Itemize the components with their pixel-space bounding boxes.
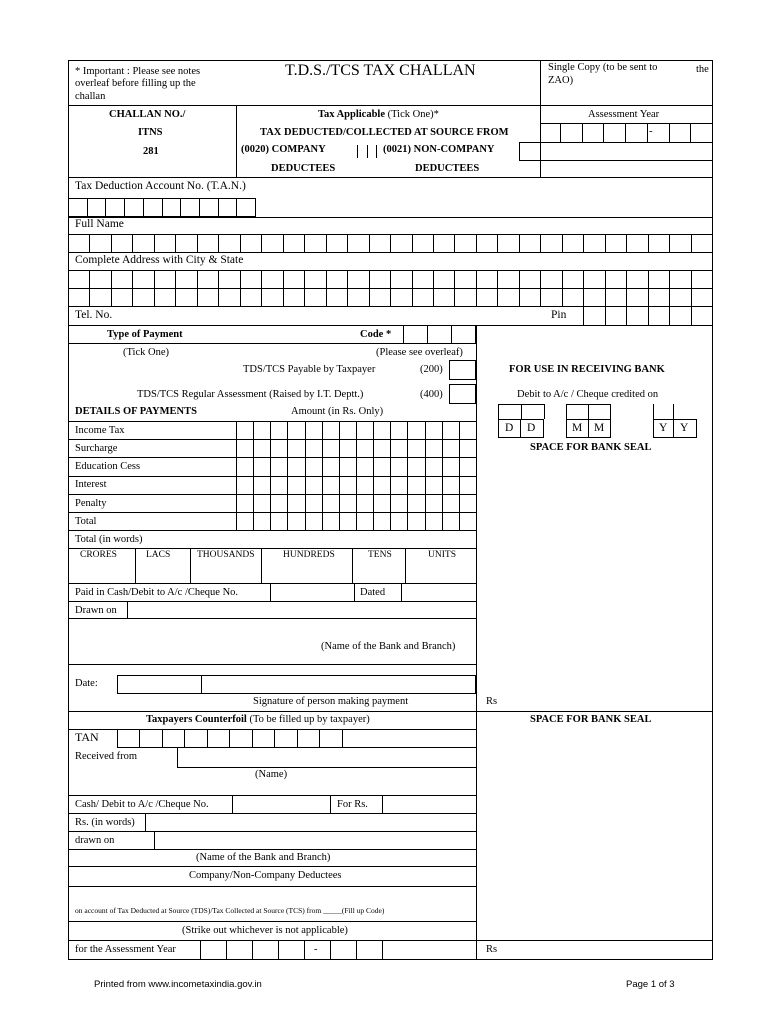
divider — [498, 404, 499, 419]
divider — [566, 404, 610, 405]
amount-digit-grid[interactable] — [236, 421, 476, 531]
counterfoil-tan-label: TAN — [75, 730, 99, 744]
divider — [610, 404, 611, 419]
unit-crores: CRORES — [80, 550, 117, 560]
signature-label: Signature of person making payment — [253, 696, 409, 707]
divider — [68, 711, 713, 712]
divider — [401, 583, 402, 601]
paid-in-label: Paid in Cash/Debit to A/c /Cheque No. — [75, 587, 239, 598]
divider — [352, 549, 353, 583]
divider — [68, 325, 713, 326]
divider — [261, 549, 262, 583]
divider — [498, 404, 544, 405]
total-in-words-label: Total (in words) — [75, 534, 143, 545]
challan-itns: ITNS — [138, 127, 163, 138]
counterfoil-tan-boxes[interactable] — [117, 729, 476, 748]
challan-no-label: CHALLAN NO./ — [109, 109, 186, 120]
divider — [190, 549, 191, 583]
printed-from: Printed from www.incometaxindia.gov.in — [94, 979, 262, 990]
assessment-year-dash: - — [649, 126, 653, 137]
divider — [653, 404, 654, 419]
counterfoil-bank-branch: (Name of the Bank and Branch) — [196, 852, 331, 863]
tax-applicable-tick: (Tick One)* — [387, 109, 439, 120]
divider — [566, 404, 567, 419]
debit-credit-label: Debit to A/c / Cheque credited on — [517, 389, 659, 400]
divider — [68, 217, 713, 218]
bank-rs-label: Rs — [486, 696, 498, 707]
divider — [405, 549, 406, 583]
pin-boxes[interactable] — [583, 306, 713, 326]
see-overleaf: (Please see overleaf) — [376, 347, 463, 358]
tan-boxes[interactable] — [68, 198, 256, 217]
divider — [68, 831, 476, 832]
education-cess-label: Education Cess — [75, 461, 141, 472]
date-letter-y2: Y — [680, 422, 689, 434]
date-letter-m1: M — [572, 422, 583, 434]
received-from-label: Received from — [75, 751, 138, 762]
address-boxes-row-1[interactable] — [68, 270, 713, 289]
counterfoil-ay-boxes[interactable] — [200, 940, 383, 960]
counterfoil-drawn-on: drawn on — [75, 835, 115, 846]
company-deductees-label: Company/Non-Company Deductees — [189, 870, 342, 881]
unit-hundreds: HUNDREDS — [283, 550, 335, 560]
strike-out-label: (Strike out whichever is not applicable) — [182, 925, 348, 936]
tax-applicable-heading — [318, 108, 439, 121]
tds-regular-code: (400) — [420, 389, 443, 400]
unit-thousands: THOUSANDS — [197, 550, 255, 560]
details-of-payments: DETAILS OF PAYMENTS — [75, 406, 197, 417]
counterfoil-ay-dash: - — [314, 944, 318, 955]
bank-branch-label: (Name of the Bank and Branch) — [321, 641, 456, 652]
company-code: (0020) COMPANY — [241, 144, 326, 155]
full-name-boxes[interactable] — [68, 234, 713, 253]
surcharge-label: Surcharge — [75, 443, 118, 454]
divider — [544, 404, 545, 419]
divider — [519, 142, 520, 160]
divider — [270, 583, 271, 601]
rs-in-words-label: Rs. (in words) — [75, 817, 135, 828]
divider — [330, 795, 331, 813]
dated-label: Dated — [360, 587, 386, 598]
divider — [68, 105, 713, 106]
divider — [68, 177, 713, 178]
interest-label: Interest — [75, 479, 107, 490]
form-title: T.D.S./TCS TAX CHALLAN — [285, 62, 476, 79]
received-from-box[interactable] — [177, 747, 476, 768]
divider — [145, 813, 146, 831]
address-label: Complete Address with City & State — [75, 254, 244, 266]
date-letter-m2: M — [594, 422, 605, 434]
date-letter-d1: D — [505, 422, 514, 434]
divider — [354, 583, 355, 601]
type-of-payment-label: Type of Payment — [107, 329, 183, 340]
divider — [236, 105, 237, 177]
amount-label: Amount (in Rs. Only) — [291, 406, 384, 417]
counterfoil-title-rest: (To be filled up by taxpayer) — [249, 714, 370, 725]
tds-payable-code: (200) — [420, 364, 443, 375]
divider — [540, 60, 541, 106]
tan-label: Tax Deduction Account No. (T.A.N.) — [75, 180, 246, 192]
tds-regular-label: TDS/TCS Regular Assessment (Raised by I.T. Deptt.) — [137, 389, 364, 400]
divider — [68, 618, 476, 619]
tax-deducted-heading: TAX DEDUCTED/COLLECTED AT SOURCE FROM — [260, 127, 509, 138]
divider — [68, 548, 476, 549]
divider — [127, 601, 128, 618]
for-rs-label: For Rs. — [337, 799, 368, 810]
important-note-line-2: overleaf before filling up the — [75, 78, 196, 89]
unit-units: UNITS — [428, 550, 456, 560]
company-deductees: DEDUCTEES — [271, 163, 336, 174]
pin-label: Pin — [551, 309, 567, 321]
important-note-line-1: * Important : Please see notes — [75, 66, 201, 77]
total-label: Total — [75, 516, 97, 527]
divider — [68, 601, 476, 602]
divider — [519, 142, 713, 143]
drawn-on-label: Drawn on — [75, 605, 117, 616]
divider — [68, 343, 476, 344]
tick-one: (Tick One) — [123, 347, 169, 358]
single-copy-line-2: ZAO) — [548, 75, 574, 86]
divider — [68, 886, 476, 887]
unit-lacs: LACS — [146, 550, 171, 560]
divider — [521, 404, 522, 419]
divider — [68, 664, 476, 665]
divider — [154, 831, 155, 849]
divider — [68, 795, 476, 796]
single-copy-line-1: Single Copy (to be sent to — [548, 62, 658, 73]
divider — [68, 921, 476, 922]
divider — [135, 549, 136, 583]
tds-regular-tick-box[interactable] — [449, 384, 476, 404]
bank-seal-label: SPACE FOR BANK SEAL — [530, 442, 652, 453]
tel-label: Tel. No. — [75, 309, 113, 321]
address-boxes-row-2[interactable] — [68, 288, 713, 307]
income-tax-label: Income Tax — [75, 425, 125, 436]
unit-tens: TENS — [368, 550, 392, 560]
date-letter-d2: D — [527, 422, 536, 434]
date-letter-y1: Y — [659, 422, 668, 434]
divider — [476, 325, 477, 960]
divider — [382, 795, 383, 813]
date-label: Date: — [75, 678, 98, 689]
challan-number: 281 — [143, 146, 159, 157]
divider — [201, 675, 202, 694]
page-number: Page 1 of 3 — [626, 979, 675, 990]
for-use-receiving-bank: FOR USE IN RECEIVING BANK — [509, 364, 665, 375]
divider — [588, 404, 589, 419]
code-label: Code * — [360, 329, 392, 340]
counterfoil-bank-seal: SPACE FOR BANK SEAL — [530, 714, 652, 725]
code-boxes[interactable] — [403, 325, 476, 344]
counterfoil-rs-label: Rs — [486, 944, 498, 955]
tds-payable-tick-box[interactable] — [449, 360, 476, 380]
non-company-code: (0021) NON-COMPANY — [383, 144, 495, 155]
penalty-label: Penalty — [75, 498, 107, 509]
full-name-label: Full Name — [75, 218, 124, 230]
counterfoil-assessment-year: for the Assessment Year — [75, 944, 176, 955]
tax-applicable-bold: Tax Applicable — [318, 109, 386, 120]
date-input-box[interactable] — [117, 675, 476, 694]
divider — [68, 813, 476, 814]
counterfoil-name-label: (Name) — [255, 769, 288, 780]
important-note-line-3: challan — [75, 91, 106, 102]
single-copy-the: the — [696, 64, 709, 75]
divider — [68, 849, 476, 850]
divider — [68, 583, 476, 584]
on-account-of-label: on account of Tax Deducted at Source (TDS)/Tax Collected at Source (TCS) from _____(Fill up Code) — [75, 906, 385, 915]
non-company-deductees: DEDUCTEES — [415, 163, 480, 174]
divider — [232, 795, 233, 813]
company-tick-box[interactable] — [367, 145, 377, 158]
assessment-year-boxes[interactable] — [560, 123, 713, 143]
divider — [68, 940, 713, 941]
tds-payable-label: TDS/TCS Payable by Taxpayer — [243, 364, 376, 375]
cash-debit-label: Cash/ Debit to A/c /Cheque No. — [75, 799, 209, 810]
divider — [519, 160, 713, 161]
divider — [540, 105, 541, 177]
counterfoil-title-bold: Taxpayers Counterfoil — [146, 714, 247, 725]
divider — [673, 404, 674, 419]
divider — [357, 145, 358, 158]
counterfoil-title — [146, 713, 370, 726]
assessment-year-label: Assessment Year — [588, 109, 660, 120]
divider — [68, 866, 476, 867]
